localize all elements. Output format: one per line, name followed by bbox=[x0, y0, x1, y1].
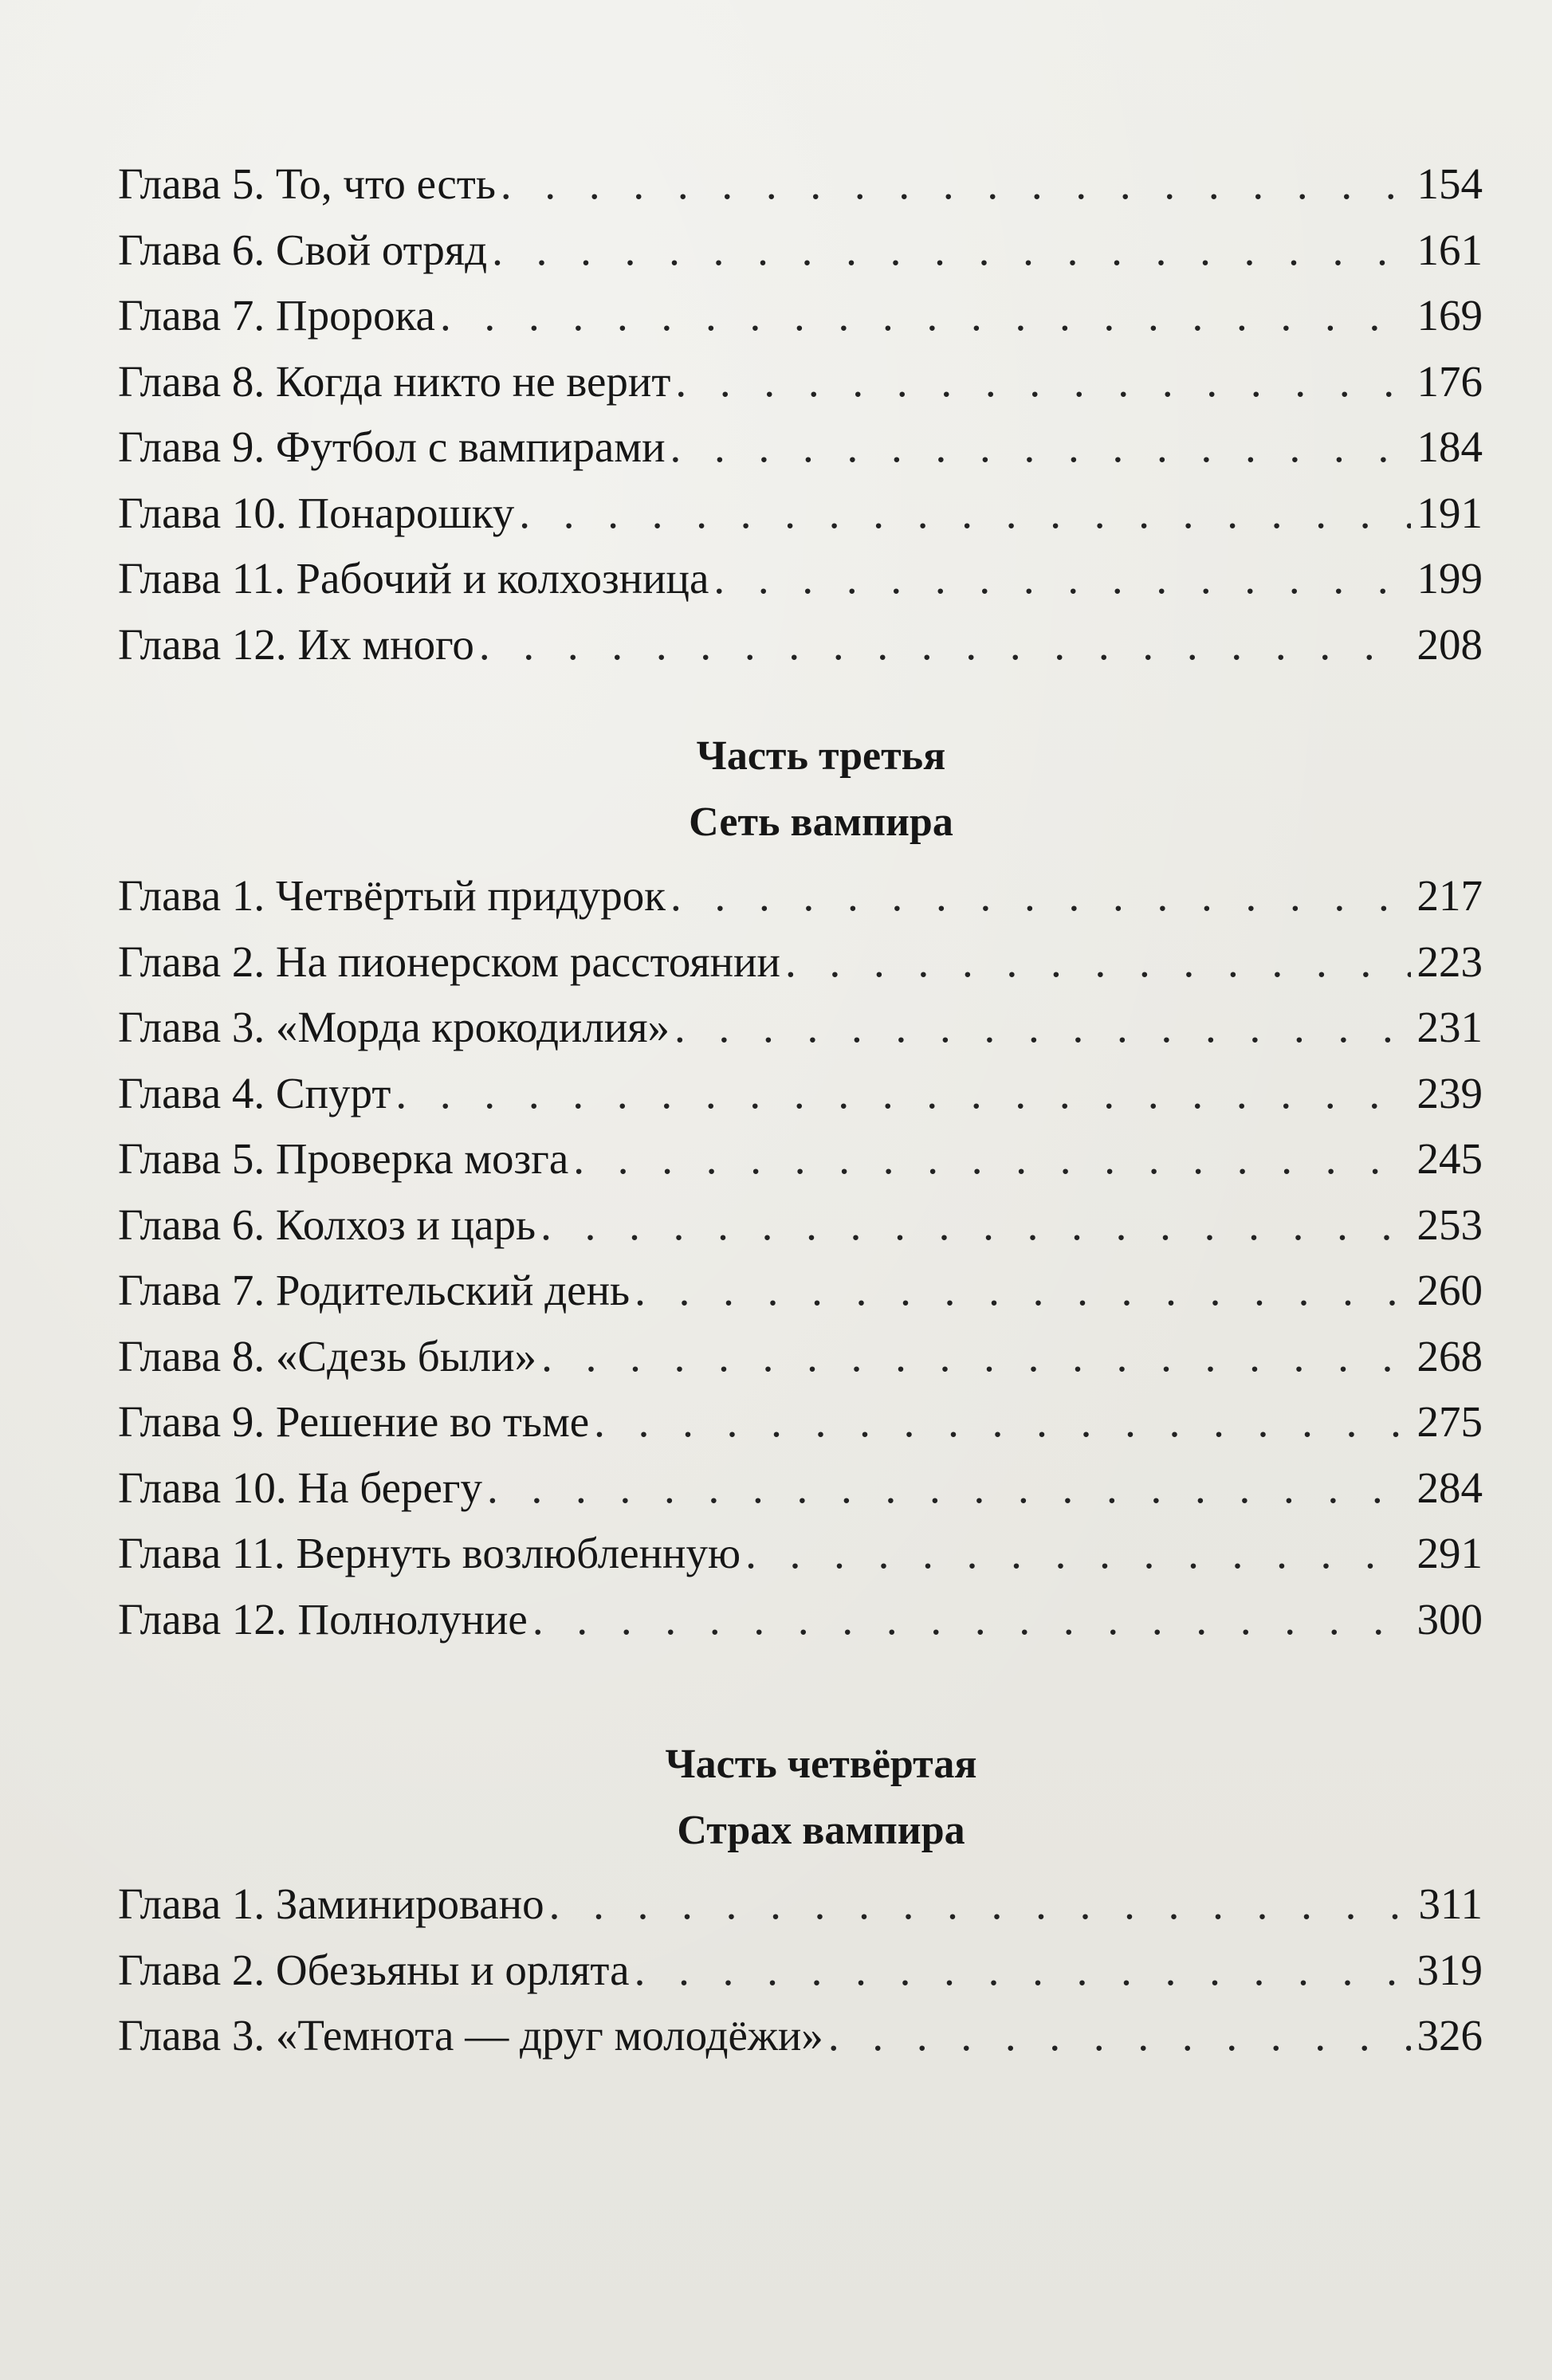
chapter-title: Глава 7. Родительский день bbox=[118, 1266, 631, 1314]
dot-leader bbox=[670, 863, 1410, 929]
toc-entry bbox=[118, 218, 1483, 284]
toc-entry bbox=[118, 1324, 1483, 1390]
dot-leader bbox=[549, 1871, 1413, 1938]
page-number: 154 bbox=[1416, 159, 1483, 208]
toc-entry bbox=[118, 1587, 1483, 1653]
dot-leader bbox=[635, 1938, 1411, 2004]
chapter-title: Глава 5. Проверка мозга bbox=[118, 1134, 569, 1183]
toc-entry bbox=[118, 995, 1483, 1061]
dot-leader bbox=[573, 1126, 1410, 1192]
toc-entry bbox=[118, 546, 1483, 612]
page-number: 291 bbox=[1416, 1529, 1483, 1577]
page-number: 260 bbox=[1416, 1266, 1483, 1314]
table-of-contents bbox=[118, 151, 1483, 2069]
chapter-title: Глава 10. Понарошку bbox=[118, 488, 515, 537]
chapter-title: Глава 3. «Темнота — друг молодёжи» bbox=[118, 2011, 823, 2060]
dot-leader bbox=[519, 481, 1410, 547]
page-number: 284 bbox=[1416, 1463, 1483, 1512]
page-number: 217 bbox=[1416, 871, 1483, 920]
page-number: 208 bbox=[1416, 619, 1483, 669]
chapter-title: Глава 8. «Сдезь были» bbox=[118, 1331, 537, 1380]
dot-leader bbox=[828, 2003, 1411, 2069]
chapter-title: Глава 11. Рабочий и колхозница bbox=[118, 554, 709, 603]
part-three-title: Сеть вампира bbox=[689, 799, 953, 845]
section-spacer bbox=[118, 1864, 1483, 1871]
chapter-title: Глава 6. Свой отряд bbox=[118, 225, 488, 274]
chapter-title: Глава 12. Их много bbox=[118, 619, 474, 669]
page-number: 319 bbox=[1416, 1945, 1483, 1994]
toc-entry bbox=[118, 1455, 1483, 1522]
toc-entry bbox=[118, 1258, 1483, 1324]
toc-entry bbox=[118, 151, 1483, 218]
toc-entry bbox=[118, 1192, 1483, 1259]
dot-leader bbox=[594, 1389, 1410, 1455]
dot-leader bbox=[675, 349, 1410, 415]
chapter-title: Глава 1. Четвёртый придурок bbox=[118, 871, 666, 920]
chapter-title: Глава 2. Обезьяны и орлята bbox=[118, 1945, 630, 1994]
dot-leader bbox=[532, 1587, 1411, 1653]
part-three-heading: Часть третья bbox=[696, 733, 946, 779]
dot-leader bbox=[635, 1258, 1410, 1324]
section-spacer bbox=[118, 1652, 1483, 1732]
chapter-title: Глава 8. Когда никто не верит bbox=[118, 356, 671, 406]
chapter-title: Глава 5. То, что есть bbox=[118, 159, 496, 208]
dot-leader bbox=[440, 283, 1411, 349]
page-number: 191 bbox=[1416, 488, 1483, 537]
dot-leader bbox=[395, 1061, 1410, 1127]
dot-leader bbox=[745, 1521, 1410, 1587]
toc-entry bbox=[118, 612, 1483, 678]
toc-entry bbox=[118, 481, 1483, 547]
chapter-title: Глава 1. Заминировано bbox=[118, 1879, 544, 1928]
section-spacer bbox=[118, 677, 1483, 724]
toc-entry bbox=[118, 1061, 1483, 1127]
dot-leader bbox=[785, 929, 1411, 996]
dot-leader bbox=[674, 995, 1410, 1061]
dot-leader bbox=[487, 1455, 1411, 1522]
chapter-title: Глава 7. Пророка bbox=[118, 291, 435, 340]
dot-leader bbox=[713, 546, 1410, 612]
page-number: 300 bbox=[1416, 1594, 1483, 1644]
chapter-title: Глава 4. Спурт bbox=[118, 1068, 391, 1117]
dot-leader bbox=[479, 612, 1411, 678]
page-number: 268 bbox=[1416, 1331, 1483, 1380]
page-number: 245 bbox=[1416, 1134, 1483, 1183]
page-number: 176 bbox=[1416, 356, 1483, 406]
toc-entry bbox=[118, 1126, 1483, 1192]
part-four-heading: Часть четвёртая bbox=[665, 1742, 977, 1787]
part-three-chapter-list bbox=[118, 863, 1483, 1652]
part-four-chapter-list bbox=[118, 1871, 1483, 2069]
toc-entry bbox=[118, 863, 1483, 929]
dot-leader bbox=[670, 414, 1411, 481]
page-number: 169 bbox=[1416, 291, 1483, 340]
chapter-title: Глава 9. Решение во тьме bbox=[118, 1397, 590, 1446]
toc-entry bbox=[118, 1521, 1483, 1587]
page-number: 275 bbox=[1416, 1397, 1483, 1446]
part-two-chapter-list bbox=[118, 151, 1483, 677]
dot-leader bbox=[540, 1192, 1410, 1259]
toc-entry bbox=[118, 283, 1483, 349]
chapter-title: Глава 11. Вернуть возлюбленную bbox=[118, 1529, 741, 1577]
toc-entry bbox=[118, 349, 1483, 415]
page-number: 239 bbox=[1416, 1068, 1483, 1117]
page-number: 161 bbox=[1416, 225, 1483, 274]
chapter-title: Глава 12. Полнолуние bbox=[118, 1594, 528, 1644]
chapter-title: Глава 10. На берегу bbox=[118, 1463, 482, 1512]
page-number: 253 bbox=[1416, 1200, 1483, 1249]
chapter-title: Глава 3. «Морда крокодилия» bbox=[118, 1003, 670, 1051]
chapter-title: Глава 6. Колхоз и царь bbox=[118, 1200, 536, 1249]
toc-entry bbox=[118, 2003, 1483, 2069]
part-four-title: Страх вампира bbox=[677, 1807, 965, 1853]
toc-entry bbox=[118, 929, 1483, 996]
dot-leader bbox=[541, 1324, 1410, 1390]
toc-entry bbox=[118, 1389, 1483, 1455]
section-spacer bbox=[118, 855, 1483, 863]
dot-leader bbox=[492, 218, 1410, 284]
page-number: 326 bbox=[1416, 2011, 1483, 2060]
page-number: 231 bbox=[1416, 1003, 1483, 1051]
toc-entry bbox=[118, 414, 1483, 481]
page-number: 223 bbox=[1416, 937, 1483, 986]
toc-entry bbox=[118, 1938, 1483, 2004]
chapter-title: Глава 9. Футбол с вампирами bbox=[118, 422, 666, 471]
dot-leader bbox=[501, 151, 1411, 218]
page-number: 311 bbox=[1418, 1879, 1483, 1928]
chapter-title: Глава 2. На пионерском расстоянии bbox=[118, 937, 780, 986]
page-number: 199 bbox=[1416, 554, 1483, 603]
page-number: 184 bbox=[1416, 422, 1483, 471]
toc-entry bbox=[118, 1871, 1483, 1938]
